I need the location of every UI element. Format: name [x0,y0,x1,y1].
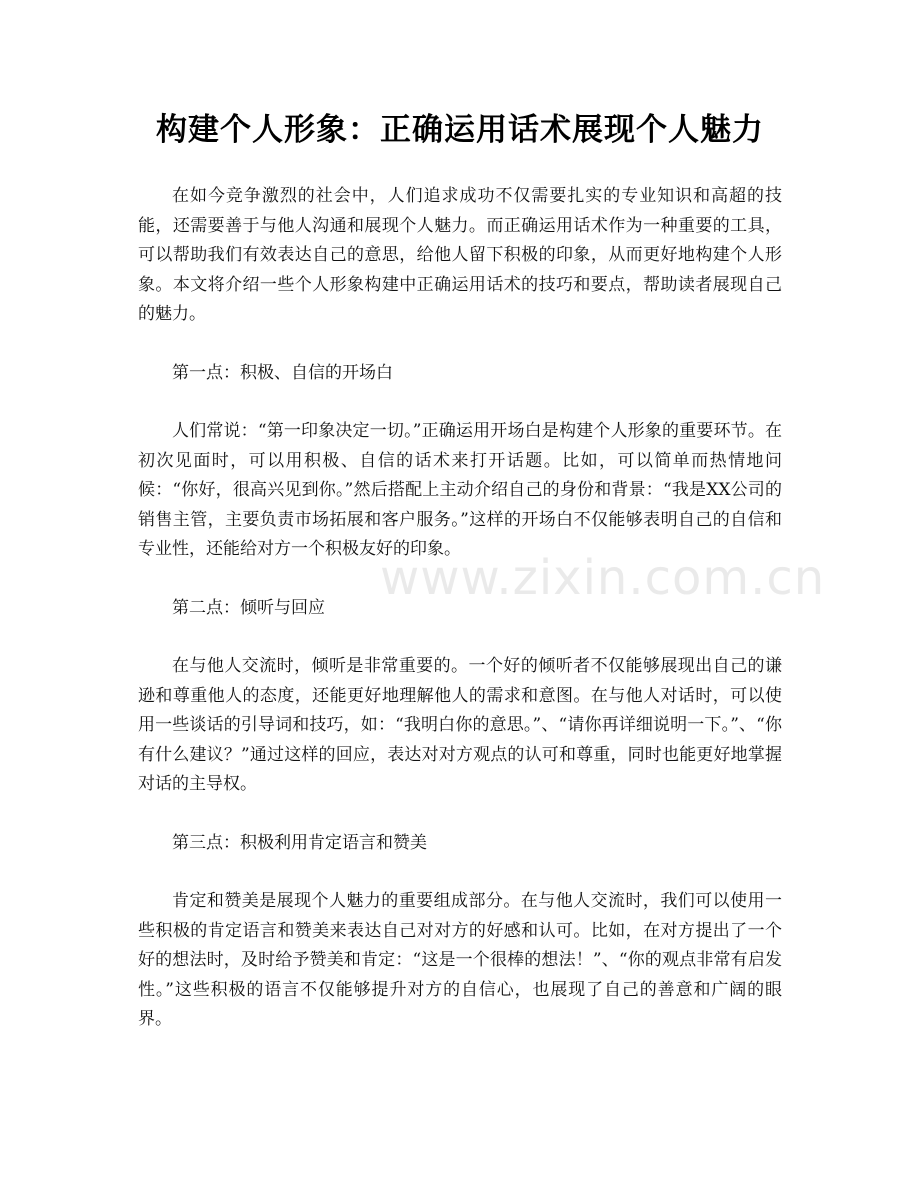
paragraph-point-3: 肯定和赞美是展现个人魅力的重要组成部分。在与他人交流时，我们可以使用一些积极的肯定语言和赞美来表达自己对对方的好感和认可。比如，在对方提出了一个好的想法时，及时给予赞美和肯定：“这是一个很棒的想法！”、“你的观点非常有启发性。”这些积极的语言不仅能够提升对方的自信心，也展现了自己的善意和广阔的眼界。 [138,891,782,1029]
paragraph-point-2: 在与他人交流时，倾听是非常重要的。一个好的倾听者不仅能够展现出自己的谦逊和尊重他人的态度，还能更好地理解他人的需求和意图。在与他人对话时，可以使用一些谈话的引导词和技巧，如：“我明白你的意思。”、“请你再详细说明一下。”、“你有什么建议？”通过这样的回应，表达对对方观点的认可和尊重，同时也能更好地掌握对话的主导权。 [138,656,782,794]
document-body [138,182,782,1035]
paragraph-point-1: 人们常说：“第一印象决定一切。”正确运用开场白是构建个人形象的重要环节。在初次见面时，可以用积极、自信的话术来打开话题。比如，可以简单而热情地问候：“你好，很高兴见到你。”然后搭配上主动介绍自己的身份和背景：“我是XX公司的销售主管，主要负责市场拓展和客户服务。”这样的开场白不仅能够表明自己的自信和专业性，还能给对方一个积极友好的印象。 [138,421,782,559]
section-heading-1: 第一点：积极、自信的开场白 [172,362,393,383]
document-title: 构建个人形象：正确运用话术展现个人魅力 [156,112,764,148]
paragraph-intro: 在如今竞争激烈的社会中，人们追求成功不仅需要扎实的专业知识和高超的技能，还需要善于与他人沟通和展现个人魅力。而正确运用话术作为一种重要的工具，可以帮助我们有效表达自己的意思，给他人留下积极的印象，从而更好地构建个人形象。本文将介绍一些个人形象构建中正确运用话术的技巧和要点，帮助读者展现自己的魅力。 [138,186,782,324]
watermark: www.zixin.com.cn [380,550,826,606]
section-heading-3: 第三点：积极利用肯定语言和赞美 [172,832,427,853]
section-heading-2: 第二点：倾听与回应 [172,597,325,618]
